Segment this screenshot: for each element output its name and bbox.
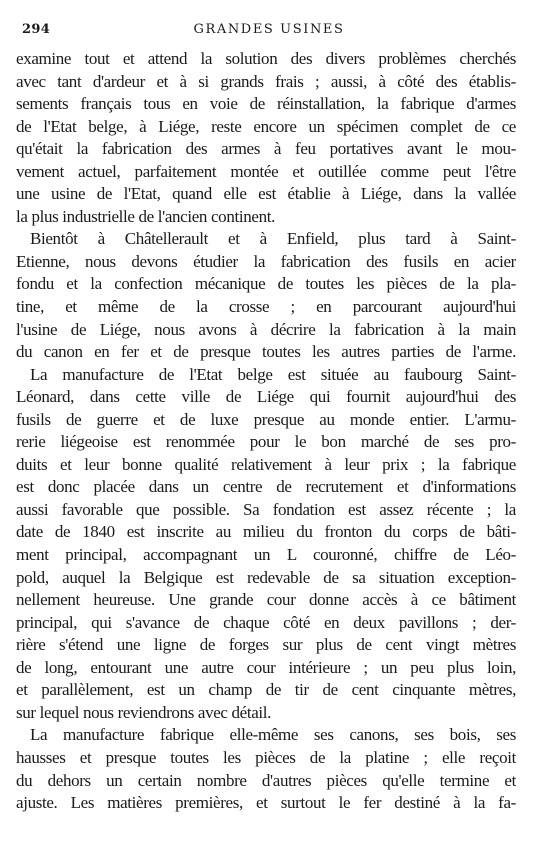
text-line: examine tout et attend la solution des divers problèmes cherchés bbox=[16, 49, 516, 68]
text-line: tine, et même de la crosse ; en parcourant aujourd'hui bbox=[16, 297, 516, 317]
text-line: fondu et la confection mécanique de toutes les pièces de la pla- bbox=[16, 274, 516, 294]
text-line: est donc placée dans un centre de recrutement et d'informations bbox=[16, 477, 516, 497]
text-line: duits et leur bonne qualité relativement à leur prix ; la fabrique bbox=[16, 454, 516, 474]
text-line: vement actuel, parfaitement montée et outillée comme peut l'être bbox=[16, 161, 516, 181]
text-line: ajuste. Les matières premières, et surtout le fer destiné à la fa- bbox=[16, 793, 516, 813]
text-line: hausses et presque toutes les pièces de la platine ; elle reçoit bbox=[16, 747, 516, 767]
text-line: pold, auquel la Belgique est redevable de sa situation exception- bbox=[16, 567, 516, 587]
running-title: GRANDES USINES bbox=[193, 22, 345, 37]
text-line: rerie liégeoise est renommée pour le bon marché de ses pro- bbox=[16, 432, 516, 452]
paragraph-4 bbox=[16, 724, 516, 814]
text-line: de long, entourant une autre cour intérieure ; un peu plus loin, bbox=[16, 657, 516, 677]
text-line: et parallèlement, est un champ de tir de cent cinquante mètres, bbox=[16, 680, 516, 700]
text-line: Etienne, nous devons étudier la fabrication des fusils en acier bbox=[16, 251, 516, 271]
text-line: une usine de l'Etat, quand elle est établie à Liége, dans la vallée bbox=[16, 184, 516, 204]
text-line: de l'Etat belge, à Liége, reste encore un spécimen complet de ce bbox=[16, 116, 516, 136]
text-line: ment principal, accompagnant un L couronné, chiffre de Léo- bbox=[16, 545, 516, 565]
text-line: la plus industrielle de l'ancien continent. bbox=[16, 206, 275, 226]
text-line: Léonard, dans cette ville de Liége qui fournit aujourd'hui des bbox=[16, 387, 516, 407]
text-line: date de 1840 est inscrite au milieu du fronton du corps de bâti- bbox=[16, 522, 516, 542]
paragraph-2 bbox=[16, 228, 516, 363]
text-line: aussi favorable que possible. Sa fondation est assez récente ; la bbox=[16, 499, 516, 519]
text-line: principal, qui s'avance de chaque côté en deux pavillons ; der- bbox=[16, 612, 516, 632]
text-line: La manufacture fabrique elle-même ses canons, ses bois, ses bbox=[30, 725, 516, 745]
page-body bbox=[16, 48, 516, 815]
paragraph-1 bbox=[16, 48, 516, 228]
paragraph-3 bbox=[16, 364, 516, 725]
text-line: avec tant d'ardeur et à si grands frais ; aussi, à côté des établis- bbox=[16, 71, 516, 91]
page-number: 294 bbox=[22, 22, 51, 37]
text-line: sur lequel nous reviendrons avec détail. bbox=[16, 702, 272, 722]
text-line: Bientôt à Châtellerault et à Enfield, plus tard à Saint- bbox=[30, 229, 516, 249]
text-line: La manufacture de l'Etat belge est située au faubourg Saint- bbox=[30, 364, 516, 384]
text-line: nellement heureuse. Une grande cour donne accès à ce bâtiment bbox=[16, 590, 516, 610]
text-line: fusils de guerre et de luxe presque au monde entier. L'armu- bbox=[16, 409, 516, 429]
page-header bbox=[22, 22, 516, 42]
text-line: sements français tous en voie de réinstallation, la fabrique d'armes bbox=[16, 94, 516, 114]
text-line: qu'était la fabrication des armes à feu portatives avant le mou- bbox=[16, 139, 516, 159]
text-line: l'usine de Liége, nous avons à décrire la fabrication à la main bbox=[16, 319, 516, 339]
text-line: du canon en fer et de presque toutes les autres parties de l'arme. bbox=[16, 342, 516, 362]
text-line: du dehors un certain nombre d'autres pièces qu'elle termine et bbox=[16, 770, 516, 790]
text-line: rière s'étend une ligne de forges sur plus de cent vingt mètres bbox=[16, 635, 516, 655]
